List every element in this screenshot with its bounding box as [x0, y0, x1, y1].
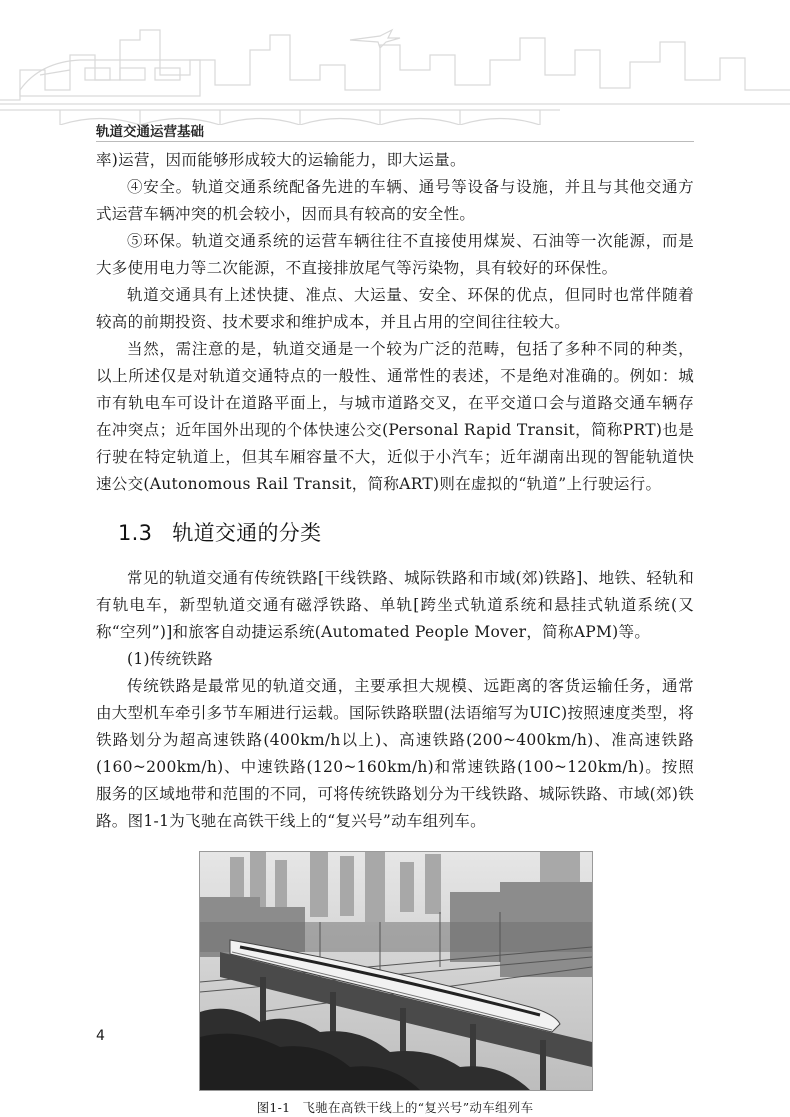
page-number: 4 [96, 1028, 105, 1044]
paragraph-environment: ⑤环保。轨道交通系统的运营车辆往往不直接使用煤炭、石油等一次能源，而是大多使用电力等二次能源，不直接排放尾气等污染物，具有较好的环保性。 [96, 232, 694, 277]
figure-caption-text: 飞驰在高铁干线上的“复兴号”动车组列车 [302, 1100, 534, 1115]
subheading-traditional-railway: (1)传统铁路 [127, 650, 214, 668]
running-head-title: 轨道交通运营基础 [96, 124, 204, 140]
paragraph-traditional-railway: 传统铁路是最常见的轨道交通，主要承担大规模、远距离的客货运输任务，通常由大型机车牵引多节车厢进行运载。国际铁路联盟(法语缩写为UIC)按照速度类型，将铁路划分为超高速铁路(400km/h以上)、高速铁路(200~400km/h)、准高速铁路(160~200km/h)、中速铁路(120~160km/h)和常速铁路(100~120km/h)。按照服务的区域地带和范围的不同，可将传统铁路划分为干线铁路、城际铁路、市域(郊)铁路。图1-1为飞驰在高铁干线上的“复兴号”动车组列车。 [96, 677, 694, 830]
section-title: 轨道交通的分类 [172, 521, 322, 545]
header-rule [96, 141, 694, 142]
train-photo [199, 851, 593, 1091]
section-number: 1.3 [118, 521, 153, 545]
figure-caption [96, 1099, 694, 1117]
paragraph-summary: 轨道交通具有上述快捷、准点、大运量、安全、环保的优点，但同时也常伴随着较高的前期投资、技术要求和维护成本，并且占用的空间往往较大。 [96, 286, 694, 331]
paragraph-safety: ④安全。轨道交通系统配备先进的车辆、通号等设备与设施，并且与其他交通方式运营车辆冲突的机会较小，因而具有较高的安全性。 [96, 178, 694, 223]
paragraph-caveat: 当然，需注意的是，轨道交通是一个较为广泛的范畴，包括了多种不同的种类，以上所述仅是对轨道交通特点的一般性、通常性的表述，不是绝对准确的。例如：城市有轨电车可设计在道路平面上，与城市道路交叉，在平交道口会与道路交通车辆存在冲突点；近年国外出现的个体快速公交(Personal Rapid Transit，简称PRT)也是行驶在特定轨道上，但其车厢容量不大，近似于小汽车；近年湖南出现的智能轨道快速公交(Autonomous Rail Transit，简称ART)则在虚拟的“轨道”上行驶运行。 [96, 340, 694, 493]
header-illustration [0, 0, 790, 125]
figure-number: 图1-1 [256, 1100, 291, 1115]
page-body [96, 147, 694, 1117]
section-heading [118, 518, 694, 548]
figure-1-1 [96, 851, 694, 1117]
paragraph-1: 率)运营，因而能够形成较大的运输能力，即大运量。 [96, 151, 466, 169]
paragraph-classification: 常见的轨道交通有传统铁路[干线铁路、城际铁路和市域(郊)铁路]、地铁、轻轨和有轨电车，新型轨道交通有磁浮铁路、单轨[跨坐式轨道系统和悬挂式轨道系统(又称“空列”)]和旅客自动捷运系统(Automated People Mover，简称APM)等。 [96, 569, 694, 641]
